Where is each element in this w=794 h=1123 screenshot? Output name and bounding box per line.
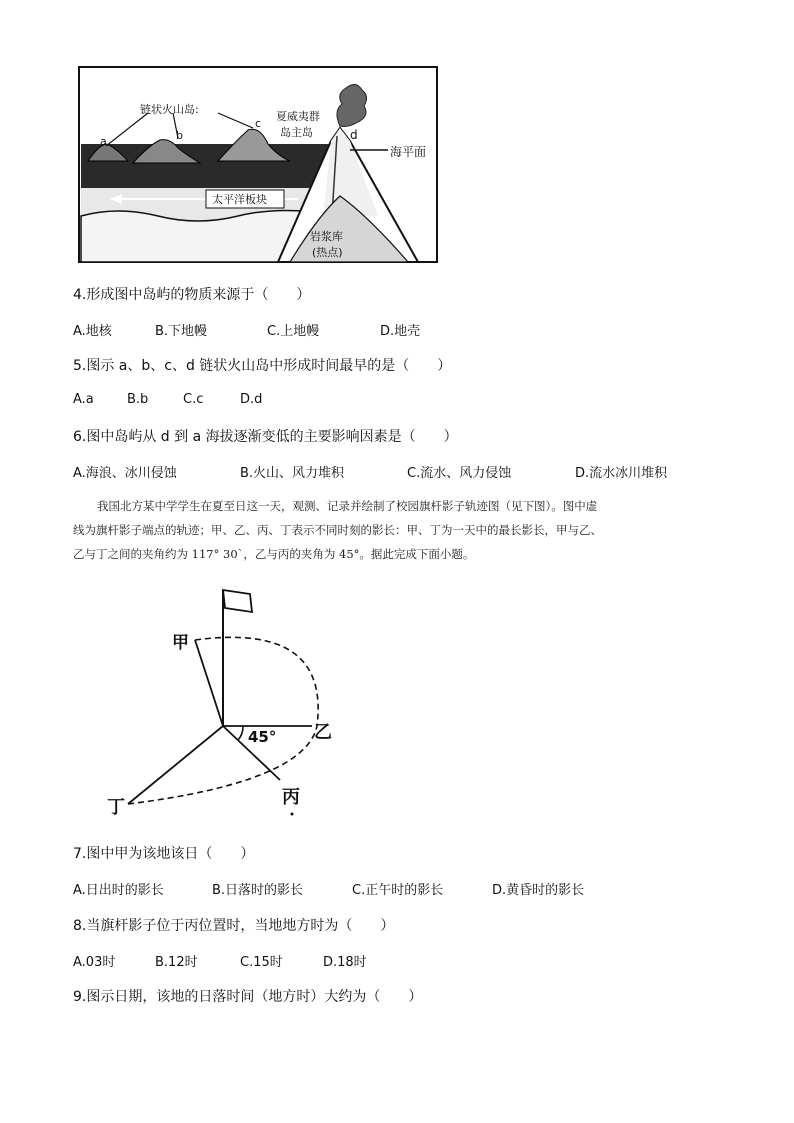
passage-line-1: 我国北方某中学学生在夏至日这一天，观测、记录并绘制了校园旗杆影子轨迹图（见下图）。图中虚 (97, 499, 598, 513)
label-jia: 甲 (172, 633, 189, 653)
island-letter-c: c (255, 117, 262, 130)
hawaii-label-1: 夏威夷群 (276, 110, 320, 123)
q4-option-c: C.上地幔 (267, 324, 320, 339)
q8-option-c: C.15时 (240, 955, 283, 970)
question-4: 4.形成图中岛屿的物质来源于（ ） (73, 287, 311, 303)
volcanic-island-figure (78, 66, 438, 263)
passage-line-2: 线为旗杆影子端点的轨迹；甲、乙、丙、丁表示不同时刻的影长：甲、丁为一天中的最长影长，甲与乙、 (73, 523, 602, 537)
question-6: 6.图中岛屿从 d 到 a 海拔逐渐变低的主要影响因素是（ ） (73, 429, 458, 445)
island-letter-a: a (100, 135, 107, 148)
label-yi: 乙 (314, 722, 332, 743)
island-letter-b: b (176, 129, 183, 142)
label-bing: 丙 (282, 787, 300, 808)
q4-option-a: A.地核 (73, 324, 112, 339)
q5-option-d: D.d (240, 392, 263, 407)
q8-option-b: B.12时 (155, 955, 198, 970)
q5-option-b: B.b (127, 392, 149, 407)
q8-option-d: D.18时 (323, 955, 367, 970)
question-5: 5.图示 a、b、c、d 链状火山岛中形成时间最早的是（ ） (73, 358, 452, 374)
q6-option-b: B.火山、风力堆积 (240, 466, 345, 481)
flagpole-shadow-figure (70, 582, 350, 822)
q7-option-a: A.日出时的影长 (73, 883, 164, 898)
question-7: 7.图中甲为该地该日（ ） (73, 846, 255, 862)
q7-option-b: B.日落时的影长 (212, 883, 304, 898)
hawaii-label-2: 岛主岛 (280, 126, 313, 139)
sea-level-label: 海平面 (390, 145, 427, 159)
passage-line-3: 乙与丁之间的夹角约为 117° 30`，乙与丙的夹角为 45°。据此完成下面小题。 (73, 547, 475, 561)
island-letter-d: d (350, 128, 358, 142)
question-8: 8.当旗杆影子位于丙位置时，当地地方时为（ ） (73, 918, 395, 934)
q4-option-d: D.地壳 (380, 324, 421, 339)
magma-label-1: 岩浆库 (310, 230, 343, 243)
q7-option-d: D.黄昏时的影长 (492, 883, 585, 898)
q5-option-c: C.c (183, 392, 204, 407)
plate-label: 太平洋板块 (212, 193, 267, 206)
angle-label: 45° (248, 728, 277, 746)
q6-option-c: C.流水、风力侵蚀 (407, 466, 512, 481)
q7-option-c: C.正午时的影长 (352, 883, 444, 898)
q4-option-b: B.下地幔 (155, 324, 208, 339)
label-ding: 丁 (107, 797, 125, 818)
q8-option-a: A.03时 (73, 955, 116, 970)
question-9: 9.图示日期，该地的日落时间（地方时）大约为（ ） (73, 989, 423, 1005)
chain-label: 链状火山岛: (140, 103, 199, 116)
magma-label-2: (热点) (312, 246, 343, 259)
q5-option-a: A.a (73, 392, 94, 407)
q6-option-d: D.流水冰川堆积 (575, 466, 668, 481)
q6-option-a: A.海浪、冰川侵蚀 (73, 466, 177, 481)
